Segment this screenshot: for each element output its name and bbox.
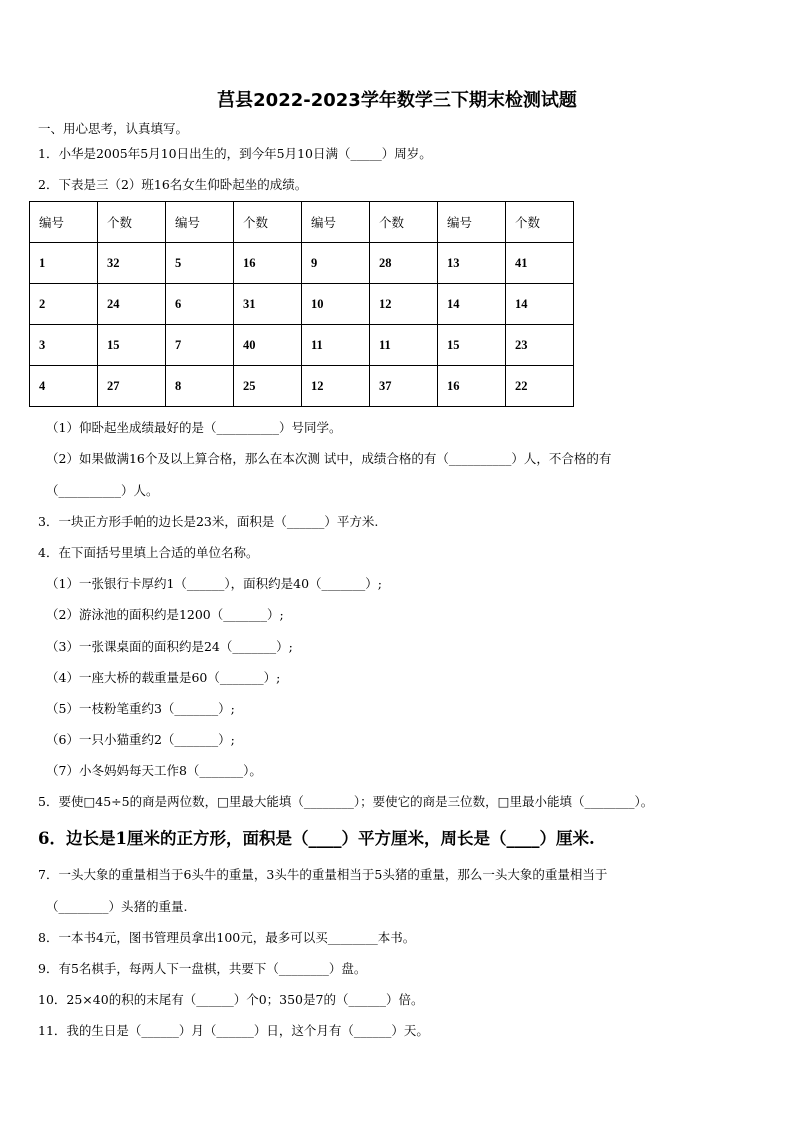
table-cell: 5 [166,243,234,284]
table-header-row [30,202,574,243]
question-4-part-1: （1）一张银行卡厚约1（______），面积约是40（_______）; [46,576,383,591]
table-cell: 9 [302,243,370,284]
table-cell: 3 [30,325,98,366]
scores-table [29,201,574,407]
table-header-cell: 编号 [166,202,234,243]
table-header-cell: 个数 [506,202,574,243]
table-cell: 14 [506,284,574,325]
question-1: 1．小华是2005年5月10日出生的，到今年5月10日满（_____）周岁。 [38,146,432,161]
table-header-cell: 个数 [234,202,302,243]
table-cell: 24 [98,284,166,325]
question-6: 6．边长是1厘米的正方形，面积是（____）平方厘米，周长是（____）厘米. [38,829,595,848]
table-row [30,284,574,325]
table-cell: 16 [438,366,506,407]
table-cell: 31 [234,284,302,325]
question-5: 5．要使□45÷5的商是两位数，□里最大能填（________）；要使它的商是三位数，□里最小能填（________）。 [38,794,654,809]
table-cell: 7 [166,325,234,366]
table-header-cell: 编号 [30,202,98,243]
table-cell: 22 [506,366,574,407]
table-cell: 8 [166,366,234,407]
table-row [30,366,574,407]
table-cell: 4 [30,366,98,407]
table-cell: 27 [98,366,166,407]
question-4: 4．在下面括号里填上合适的单位名称。 [38,545,259,560]
table-cell: 13 [438,243,506,284]
table-cell: 15 [438,325,506,366]
question-4-part-4: （4）一座大桥的载重量是60（_______）; [46,670,281,685]
question-9: 9．有5名棋手，每两人下一盘棋，共要下（________）盘。 [38,961,367,976]
table-cell: 11 [302,325,370,366]
question-2-part-1: （1）仰卧起坐成绩最好的是（__________）号同学。 [46,420,342,435]
table-cell: 10 [302,284,370,325]
table-cell: 23 [506,325,574,366]
question-4-part-5: （5）一枝粉笔重约3（_______）; [46,701,235,716]
table-cell: 15 [98,325,166,366]
table-header-cell: 编号 [302,202,370,243]
table-cell: 1 [30,243,98,284]
table-cell: 28 [370,243,438,284]
question-4-part-3: （3）一张课桌面的面积约是24（_______）; [46,639,293,654]
question-7: 7．一头大象的重量相当于6头牛的重量，3头牛的重量相当于5头猪的重量，那么一头大象的重量相当于 [38,867,608,882]
question-4-part-6: （6）一只小猫重约2（_______）; [46,732,235,747]
table-cell: 12 [370,284,438,325]
question-4-part-2: （2）游泳池的面积约是1200（_______）; [46,607,284,622]
table-cell: 41 [506,243,574,284]
question-3: 3．一块正方形手帕的边长是23米，面积是（______）平方米. [38,514,379,529]
table-cell: 14 [438,284,506,325]
table-cell: 40 [234,325,302,366]
table-cell: 16 [234,243,302,284]
table-header-cell: 编号 [438,202,506,243]
table-row [30,325,574,366]
question-8: 8．一本书4元，图书管理员拿出100元，最多可以买________本书。 [38,930,416,945]
section-heading: 一、用心思考，认真填写。 [38,121,189,136]
table-cell: 6 [166,284,234,325]
table-header-cell: 个数 [370,202,438,243]
question-2: 2．下表是三（2）班16名女生仰卧起坐的成绩。 [38,177,308,192]
table-cell: 32 [98,243,166,284]
table-cell: 25 [234,366,302,407]
table-cell: 11 [370,325,438,366]
table-cell: 12 [302,366,370,407]
table-cell: 2 [30,284,98,325]
page-title: 莒县2022-2023学年数学三下期末检测试题 [217,90,577,111]
question-2-part-2: （2）如果做满16个及以上算合格，那么在本次测 试中，成绩合格的有（__________）人，不合格的有 [46,451,612,466]
question-4-part-7: （7）小冬妈妈每天工作8（_______）。 [46,763,262,778]
table-row [30,243,574,284]
question-11: 11．我的生日是（______）月（______）日，这个月有（______）天。 [38,1023,429,1038]
question-10: 10．25×40的积的末尾有（______）个0；350是7的（______）倍。 [38,992,424,1007]
question-7-cont: （________）头猪的重量. [46,899,188,914]
question-2-part-2-cont: （__________）人。 [46,483,159,498]
table-cell: 37 [370,366,438,407]
table-header-cell: 个数 [98,202,166,243]
